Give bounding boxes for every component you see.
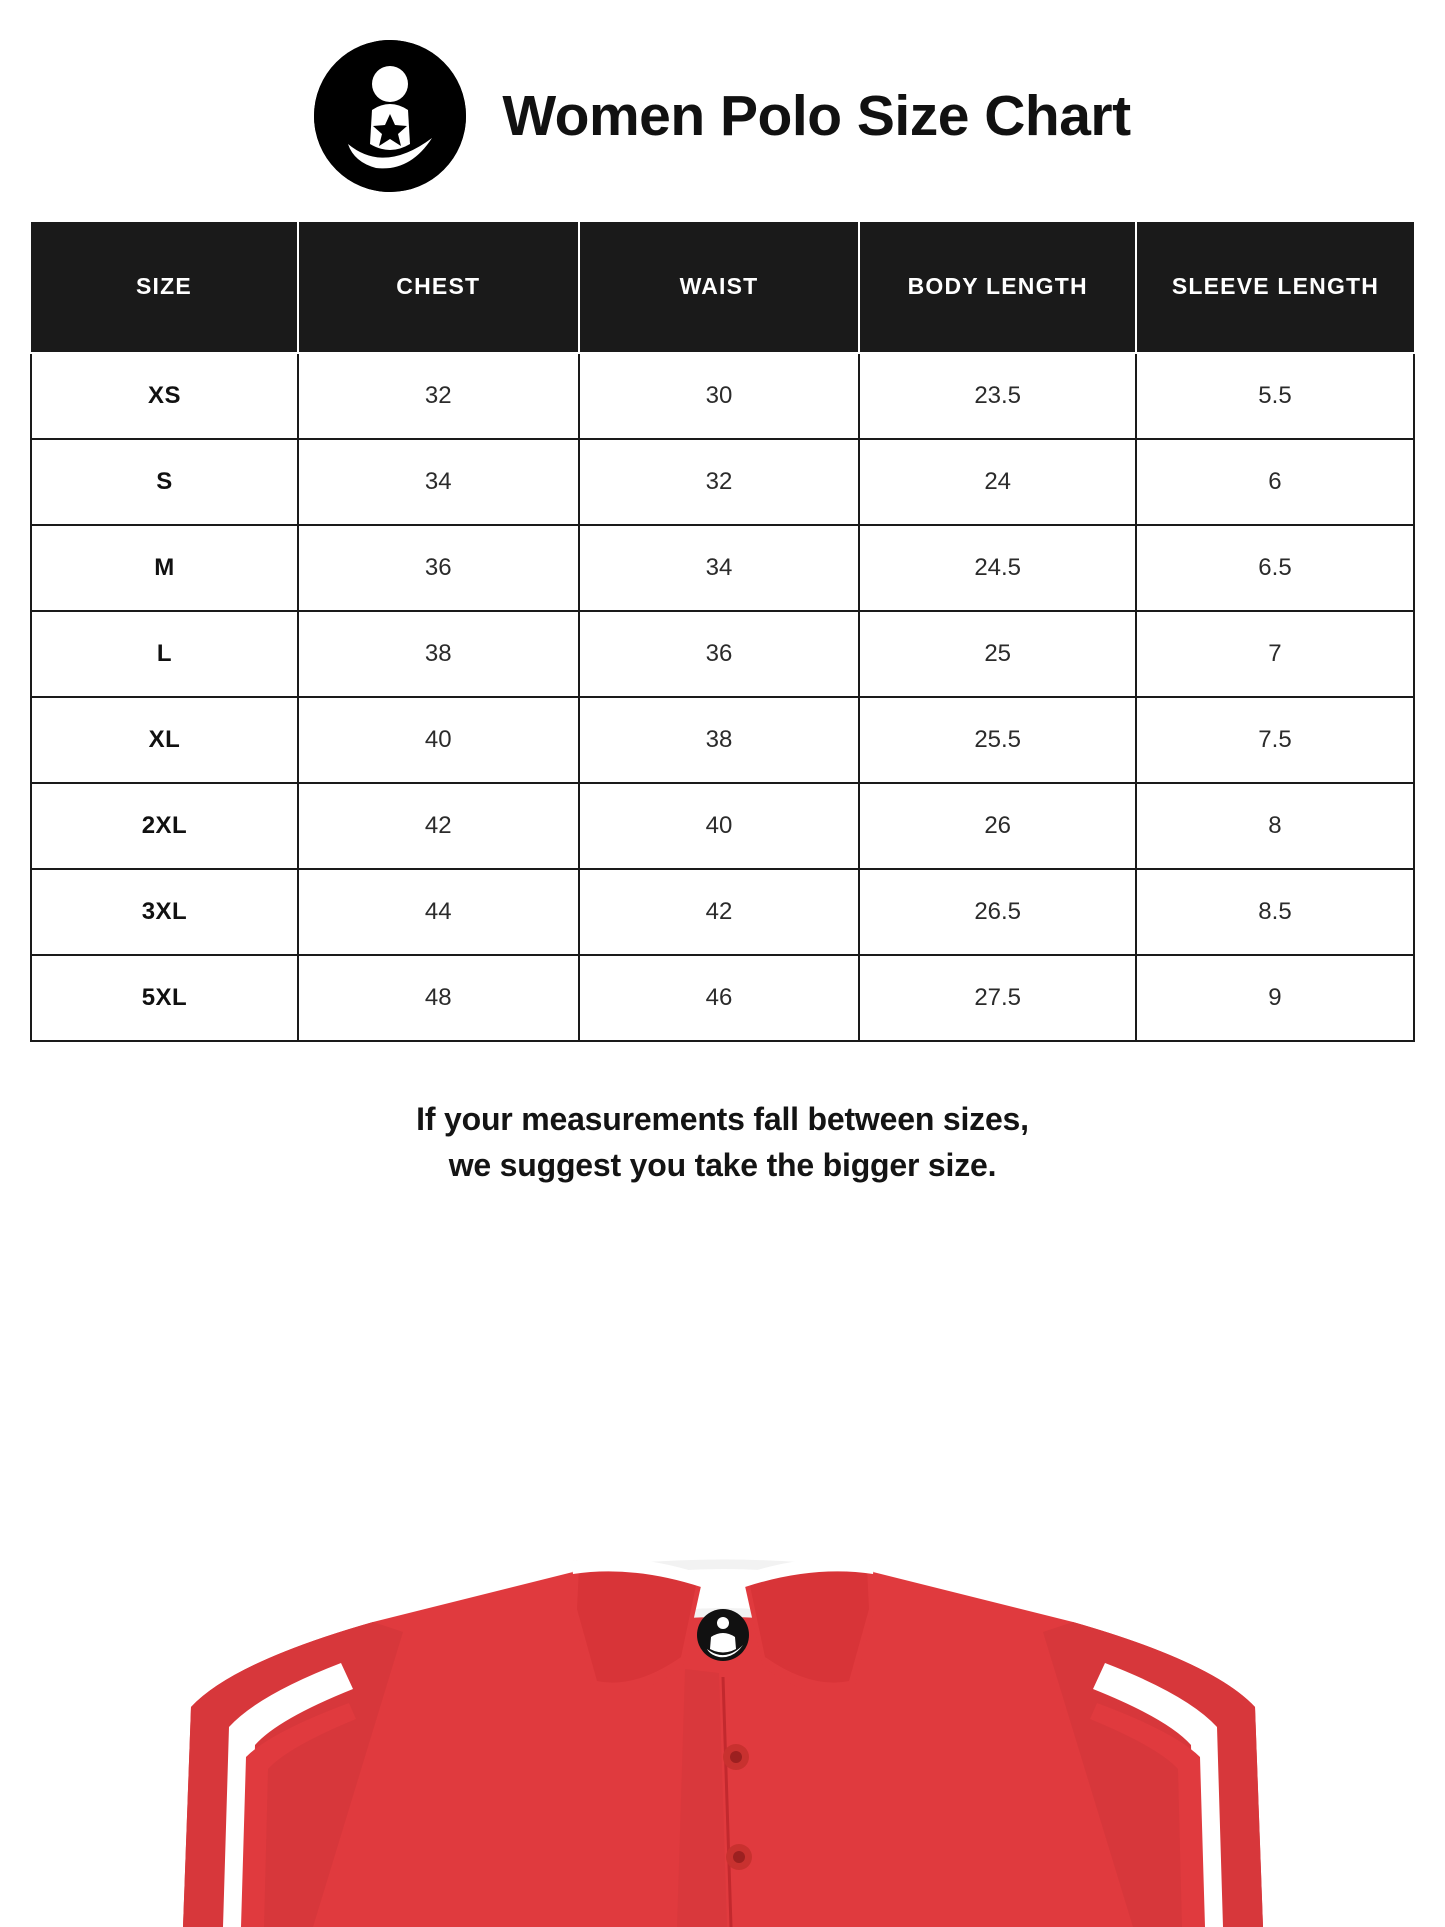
cell-waist: 38 [579,697,860,783]
page-header [0,0,1445,220]
sizing-note-line-2: we suggest you take the bigger size. [448,1147,997,1184]
table-row [31,783,1414,869]
cell-waist: 42 [579,869,860,955]
cell-waist: 36 [579,611,860,697]
cell-size: XL [31,697,298,783]
cell-size: 2XL [31,783,298,869]
table-row [31,697,1414,783]
cell-chest: 44 [298,869,579,955]
sizing-note-line-1: If your measurements fall between sizes, [416,1101,1029,1137]
cell-chest: 48 [298,955,579,1041]
cell-size: S [31,439,298,525]
cell-body-length: 25.5 [859,697,1136,783]
cell-sleeve-length: 8.5 [1136,869,1414,955]
sizing-note [0,1096,1445,1189]
cell-body-length: 25 [859,611,1136,697]
column-header-sleeve-length: SLEEVE LENGTH [1136,221,1414,353]
cell-chest: 42 [298,783,579,869]
cell-sleeve-length: 9 [1136,955,1414,1041]
cell-waist: 34 [579,525,860,611]
cell-chest: 34 [298,439,579,525]
table-row [31,525,1414,611]
cell-chest: 36 [298,525,579,611]
cell-size: 3XL [31,869,298,955]
cell-body-length: 26.5 [859,869,1136,955]
cell-size: M [31,525,298,611]
cell-body-length: 26 [859,783,1136,869]
page-title: Women Polo Size Chart [502,84,1131,148]
table-row [31,955,1414,1041]
column-header-body-length: BODY LENGTH [859,221,1136,353]
size-chart-table-wrap [30,220,1415,1042]
table-row [31,611,1414,697]
cell-body-length: 27.5 [859,955,1136,1041]
cell-sleeve-length: 8 [1136,783,1414,869]
cell-chest: 40 [298,697,579,783]
table-row [31,439,1414,525]
cell-waist: 46 [579,955,860,1041]
red-polo-shirt-illustration [73,1457,1373,1927]
cell-body-length: 24.5 [859,525,1136,611]
brand-logo-icon [314,40,466,192]
product-photo [0,1457,1445,1927]
cell-sleeve-length: 5.5 [1136,353,1414,439]
table-row [31,869,1414,955]
cell-sleeve-length: 6.5 [1136,525,1414,611]
cell-body-length: 24 [859,439,1136,525]
cell-size: 5XL [31,955,298,1041]
cell-chest: 32 [298,353,579,439]
column-header-waist: WAIST [579,221,860,353]
cell-size: XS [31,353,298,439]
size-chart-table [30,220,1415,1042]
table-header-row [31,221,1414,353]
cell-sleeve-length: 7 [1136,611,1414,697]
cell-chest: 38 [298,611,579,697]
cell-waist: 30 [579,353,860,439]
cell-waist: 40 [579,783,860,869]
cell-sleeve-length: 7.5 [1136,697,1414,783]
cell-waist: 32 [579,439,860,525]
column-header-size: SIZE [31,221,298,353]
cell-sleeve-length: 6 [1136,439,1414,525]
cell-size: L [31,611,298,697]
cell-body-length: 23.5 [859,353,1136,439]
table-row [31,353,1414,439]
brand-logo-glyph [314,40,466,192]
column-header-chest: CHEST [298,221,579,353]
